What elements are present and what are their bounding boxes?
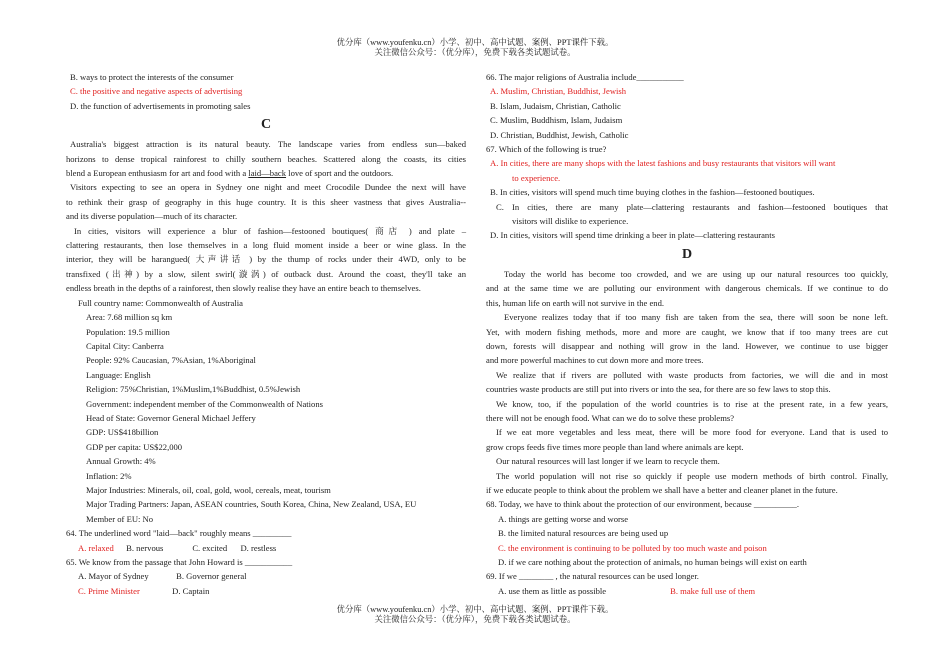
fact-item: GDP per capita: US$22,000 [86, 441, 183, 452]
question-65-options-row-2 [66, 584, 466, 598]
left-column [66, 70, 466, 598]
underlined-word: laid—back [248, 168, 287, 179]
q67-option-b: B. In cities, visitors will spend much time buying clothes in the fashion—festooned boutiques. [490, 187, 815, 198]
right-column [486, 70, 888, 598]
q67-option-c: C. In cities, there are many plate—clattering restaurants and fashion—festooned boutiques that visitors will dislike to experience. [496, 201, 888, 227]
fact-item: Inflation: 2% [86, 470, 132, 481]
passage-d-paragraph-4: We know, too, if the population of the world countries is to rise at the present rate, in a few years, there will not be enough food. What can we do to solve these problems? [486, 398, 888, 423]
question-64: 64. The underlined word "laid—back" roughly means _________ [66, 528, 292, 539]
q66-option-c: C. Muslim, Buddhism, Islam, Judaism [490, 115, 623, 126]
passage-d-paragraph-7: The world population will not rise so quickly if people use modern methods of birth control. Finally, if we educate people to think about the problem we shall have a better and cleaner planet in the future. [486, 470, 888, 495]
q64-option-d: D. restless [240, 542, 277, 553]
q67-option-d: D. In cities, visitors will spend time drinking a beer in plate—clattering restaurants [490, 230, 775, 241]
passage-c-paragraph-2: Visitors expecting to see an opera in Sydney one night and meet Crocodile Dundee the next will have to rethink their grasp of geography in this huge country. It is this sheer vastness that gives Australia-- and its diverse population—much of its character. [66, 182, 466, 222]
passage-d-paragraph-2: Everyone realizes today that if too many fish are taken from the sea, there will soon be none left. Yet, with modern fishing methods, more and more are caught, we know that if too many trees are cut down, forests will disappear and nothing will grow in the land. However, we continue to use bigger and more powerful machines to cut down more and more trees. [486, 312, 888, 366]
fact-item: Population: 19.5 million [86, 326, 170, 337]
passage-d-paragraph-5: If we eat more vegetables and less meat, there will be more food for everyone. Land that is used to grow crops feeds five times more people than land where animals are kept. [486, 427, 888, 452]
question-69: 69. If we ________ , the natural resources can be used longer. [486, 571, 699, 582]
section-c-heading: C [260, 117, 272, 133]
page-footer [0, 605, 950, 625]
fact-item: Religion: 75%Christian, 1%Muslim,1%Buddhist, 0.5%Jewish [86, 384, 301, 395]
fact-item: Area: 7.68 million sq km [86, 312, 173, 323]
fact-item: Major Trading Partners: Japan, ASEAN countries, South Korea, China, New Zealand, USA, EU [86, 499, 417, 510]
fact-item: Member of EU: No [86, 513, 154, 524]
passage-c-paragraph-1: Australia's biggest attraction is its natural beauty. The landscape varies from endless sun—baked horizons to dense tropical rainforest to chilly southern beaches. Scattered along the coasts, its cities blend a European enthusiasm for art and food with a laid—back love of sport and the outdoors. [66, 139, 466, 179]
fact-item: Full country name: Commonwealth of Australia [78, 297, 243, 308]
q65-option-a: A. Mayor of Sydney [78, 571, 149, 582]
header-line-1: 优分库（www.youfenku.cn）小学、初中、高中试题、案例、PPT课件下载。 [336, 38, 614, 47]
header-line-2: 关注微信公众号：（优分库），免费下载各类试题试卷。 [374, 48, 576, 57]
option-c-answer: C. the positive and negative aspects of advertising [70, 86, 243, 97]
q68-option-d: D. if we care nothing about the protection of animals, no human beings will exist on earth [498, 557, 807, 567]
fact-list [66, 296, 466, 527]
q64-option-b: B. nervous [126, 542, 164, 553]
q64-option-a-answer: A. relaxed [78, 542, 114, 553]
q66-option-d: D. Christian, Buddhist, Jewish, Catholic [490, 129, 629, 140]
q65-option-c-answer: C. Prime Minister [78, 585, 140, 596]
fact-item: People: 92% Caucasian, 7%Asian, 1%Aboriginal [86, 355, 256, 366]
footer-line-1: 优分库（www.youfenku.cn）小学、初中、高中试题、案例、PPT课件下载。 [336, 605, 614, 614]
fact-item: GDP: US$418billion [86, 427, 159, 438]
q68-option-c-answer: C. the environment is continuing to be polluted by too much waste and poison [498, 542, 767, 553]
q68-option-a: A. things are getting worse and worse [498, 513, 629, 524]
question-67: 67. Which of the following is true? [486, 144, 607, 155]
fact-item: Capital City: Canberra [86, 340, 164, 351]
option-d: D. the function of advertisements in promoting sales [70, 100, 251, 111]
q66-option-b: B. Islam, Judaism, Christian, Catholic [490, 100, 621, 111]
q64-option-c: C. excited [192, 542, 228, 553]
q67-option-a-answer: A. In cities, there are many shops with the latest fashions and busy restaurants that visitors will want to experience. [490, 158, 836, 183]
q65-option-b: B. Governor general [176, 571, 247, 582]
q69-option-b-answer: B. make full use of them [670, 585, 756, 596]
fact-item: Annual Growth: 4% [86, 456, 156, 467]
section-d-heading: D [681, 246, 693, 262]
question-66: 66. The major religions of Australia include___________ [486, 72, 684, 82]
footer-line-2: 关注微信公众号：（优分库），免费下载各类试题试卷。 [374, 615, 576, 624]
q65-option-d: D. Captain [172, 585, 210, 596]
q68-option-b: B. the limited natural resources are being used up [498, 528, 669, 539]
q66-option-a-answer: A. Muslim, Christian, Buddhist, Jewish [490, 86, 627, 97]
question-65: 65. We know from the passage that John Howard is ___________ [66, 557, 293, 567]
question-64-options [66, 541, 466, 555]
fact-item: Government: independent member of the Commonwealth of Nations [86, 398, 323, 409]
fact-item: Head of State: Governor General Michael Jeffery [86, 412, 256, 423]
question-69-options [486, 584, 888, 598]
question-68: 68. Today, we have to think about the protection of our environment, because __________. [486, 499, 799, 510]
fact-item: Major Industries: Minerals, oil, coal, gold, wool, cereals, meat, tourism [86, 484, 331, 495]
question-65-options-row-1 [66, 569, 466, 583]
passage-d-paragraph-6: Our natural resources will last longer if we learn to recycle them. [496, 456, 720, 467]
option-b: B. ways to protect the interests of the consumer [70, 72, 234, 82]
fact-item: Language: English [86, 369, 151, 380]
passage-d-paragraph-1: Today the world has become too crowded, and we are using up our natural resources too quickly, and at the same time we are polluting our environment with dangerous chemicals. If we continue to do this, human life on earth will not survive in the end. [486, 268, 888, 308]
passage-c-paragraph-3: In cities, visitors will experience a blur of fashion—festooned boutiques( 商店 ) and plate – clattering restaurants, then lose themselves in a long fluid moment inside a beer or wine glass. In the interior, they will be harangued( 大声讲话 ) by the thump of rocks under their 4WD, only to be transfixed (出神) by a slow, silent swirl(漩涡) of outback dust. Around the coast, they'll take an endless breath in the depths of a rainforest, then slowly realise they have an entire beach to themselves. [66, 225, 466, 294]
page-header [0, 38, 950, 58]
q69-option-a: A. use them as little as possible [498, 585, 607, 596]
passage-d-paragraph-3: We realize that if rivers are polluted with waste products from factories, we will die and in most countries waste products are still put into rivers or into the sea, for there are so few laws to stop this. [486, 369, 888, 395]
